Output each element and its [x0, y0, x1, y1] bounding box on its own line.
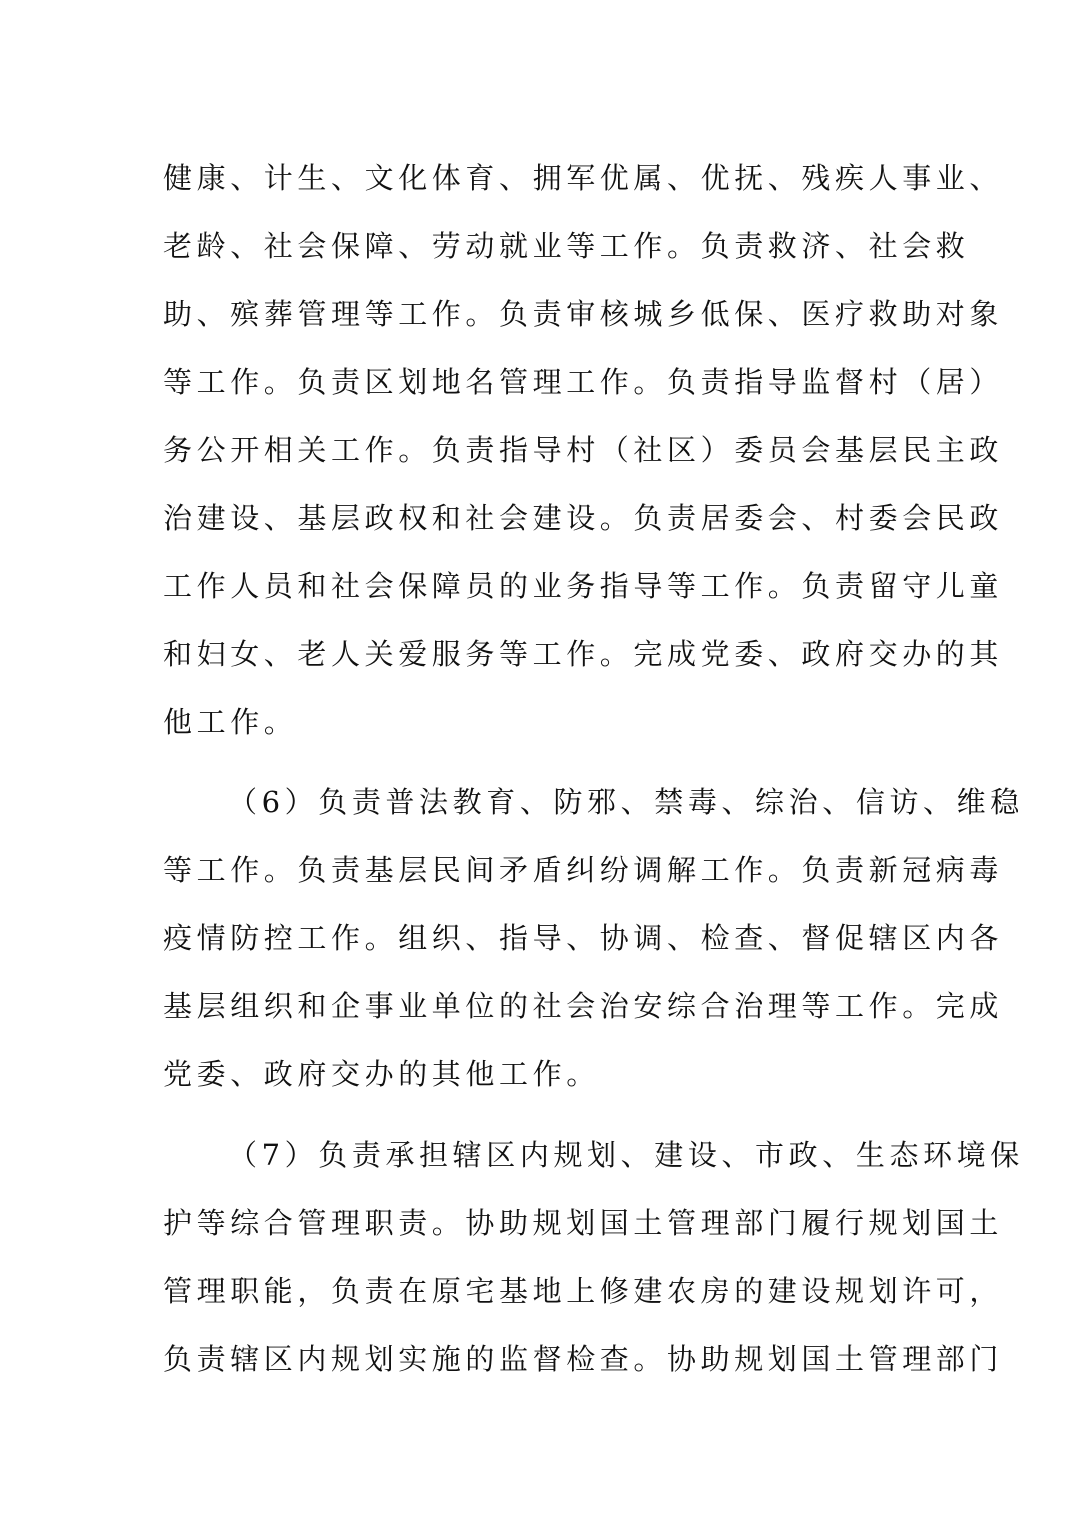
paragraph-line: 和妇女、老人关爱服务等工作。完成党委、政府交办的其 — [163, 637, 1004, 671]
paragraph-line: 负责辖区内规划实施的监督检查。协助规划国土管理部门 — [163, 1342, 1004, 1376]
paragraph-line: 等工作。负责区划地名管理工作。负责指导监督村（居） — [163, 365, 1004, 399]
paragraph-line: 基层组织和企事业单位的社会治安综合治理等工作。完成 — [163, 989, 1004, 1023]
paragraph-first-line: （6）负责普法教育、防邪、禁毒、综治、信访、维稳 — [228, 785, 1024, 819]
paragraph-line: 他工作。 — [163, 705, 298, 739]
paragraph-first-line: （7）负责承担辖区内规划、建设、市政、生态环境保 — [228, 1138, 1024, 1172]
paragraph-line: 等工作。负责基层民间矛盾纠纷调解工作。负责新冠病毒 — [163, 853, 1004, 887]
paragraph-line: 工作人员和社会保障员的业务指导等工作。负责留守儿童 — [163, 569, 1004, 603]
paragraph-line: 健康、计生、文化体育、拥军优属、优抚、残疾人事业、 — [163, 161, 1004, 195]
paragraph-line: 党委、政府交办的其他工作。 — [163, 1057, 600, 1091]
paragraph-line: 护等综合管理职责。协助规划国土管理部门履行规划国土 — [163, 1206, 1004, 1240]
paragraph-line: 疫情防控工作。组织、指导、协调、检查、督促辖区内各 — [163, 921, 1004, 955]
paragraph-line: 老龄、社会保障、劳动就业等工作。负责救济、社会救 — [163, 229, 970, 263]
paragraph-line: 务公开相关工作。负责指导村（社区）委员会基层民主政 — [163, 433, 1004, 467]
paragraph-line: 管理职能，负责在原宅基地上修建农房的建设规划许可， — [163, 1274, 1004, 1308]
paragraph-line: 助、殡葬管理等工作。负责审核城乡低保、医疗救助对象 — [163, 297, 1004, 331]
paragraph-line: 治建设、基层政权和社会建设。负责居委会、村委会民政 — [163, 501, 1004, 535]
